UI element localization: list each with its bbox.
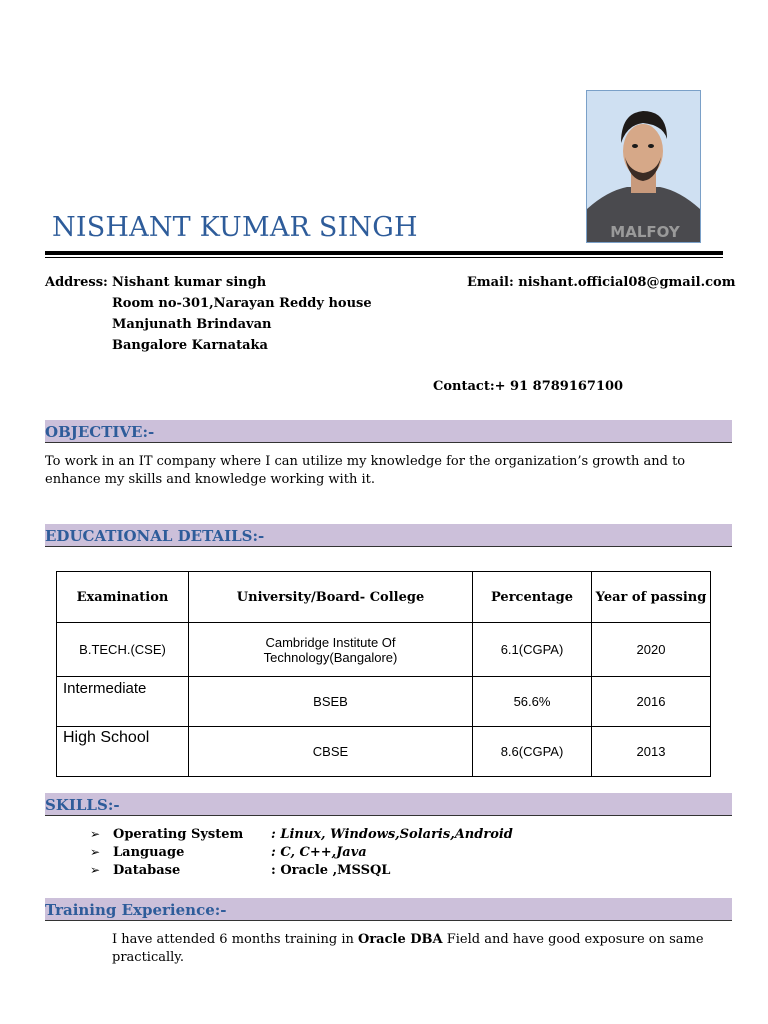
- education-heading: EDUCATIONAL DETAILS:-: [45, 527, 265, 545]
- cell-percentage: 8.6(CGPA): [473, 727, 592, 777]
- objective-line-2: enhance my skills and knowledge working with it.: [45, 472, 375, 487]
- education-table: [56, 571, 711, 777]
- table-row: [57, 677, 711, 727]
- candidate-name: NISHANT KUMAR SINGH: [52, 212, 418, 243]
- cell-percentage: 6.1(CGPA): [473, 623, 592, 677]
- cell-exam: Intermediate: [57, 677, 189, 727]
- objective-heading: OBJECTIVE:-: [45, 423, 155, 441]
- table-row: [57, 727, 711, 777]
- education-section-header: [45, 524, 732, 547]
- arrow-bullet-icon: ➢: [90, 863, 101, 877]
- column-header-university: University/Board- College: [189, 572, 473, 623]
- cell-college: BSEB: [189, 677, 473, 727]
- training-text-bold: Oracle DBA: [358, 932, 443, 947]
- profile-photo-image: [587, 91, 700, 242]
- svg-text:MALFOY: MALFOY: [610, 223, 680, 241]
- column-header-year: Year of passing: [592, 572, 711, 623]
- cell-year: 2016: [592, 677, 711, 727]
- address-line-1: Nishant kumar singh: [112, 275, 267, 290]
- skill-label: Database: [113, 863, 181, 878]
- skill-label: Operating System: [113, 827, 244, 842]
- skill-value: : C, C++,Java: [271, 845, 367, 860]
- cell-year: 2013: [592, 727, 711, 777]
- column-header-percentage: Percentage: [473, 572, 592, 623]
- training-text-post: Field and have good exposure on same: [442, 932, 704, 947]
- training-line-1: [112, 932, 722, 947]
- address-line-4: Bangalore Karnataka: [112, 338, 268, 353]
- table-header-row: [57, 572, 711, 623]
- column-header-examination: Examination: [57, 572, 189, 623]
- table-row: [57, 623, 711, 677]
- address-line-3: Manjunath Brindavan: [112, 317, 272, 332]
- training-line-2: practically.: [112, 950, 185, 965]
- header-divider-thick: [45, 251, 723, 255]
- training-heading: Training Experience:-: [45, 901, 227, 919]
- objective-line-1: To work in an IT company where I can utilize my knowledge for the organization’s growth and to: [45, 454, 686, 469]
- cell-percentage: 56.6%: [473, 677, 592, 727]
- cell-year: 2020: [592, 623, 711, 677]
- skills-section-header: [45, 793, 732, 816]
- address-label: Address:: [45, 275, 108, 290]
- cell-college-line-2: Technology(Bangalore): [263, 649, 398, 665]
- skill-label: Language: [113, 845, 185, 860]
- skill-value: : Oracle ,MSSQL: [271, 863, 391, 878]
- arrow-bullet-icon: ➢: [90, 827, 101, 841]
- cell-college: [189, 623, 473, 677]
- cell-exam: High School: [57, 727, 189, 777]
- skill-value: : Linux, Windows,Solaris,Android: [271, 827, 513, 842]
- address-line-2: Room no-301,Narayan Reddy house: [112, 296, 372, 311]
- training-text-pre: I have attended 6 months training in: [112, 932, 358, 947]
- objective-section-header: [45, 420, 732, 443]
- arrow-bullet-icon: ➢: [90, 845, 101, 859]
- training-section-header: [45, 898, 732, 921]
- contact-number: Contact:+ 91 8789167100: [433, 379, 624, 394]
- skills-heading: SKILLS:-: [45, 796, 120, 814]
- email-text: Email: nishant.official08@gmail.com: [467, 275, 736, 290]
- header-divider-thin: [45, 257, 723, 258]
- profile-photo: [586, 90, 701, 243]
- cell-college: CBSE: [189, 727, 473, 777]
- cell-college-line-1: Cambridge Institute Of: [265, 634, 396, 650]
- cell-exam: B.TECH.(CSE): [57, 623, 189, 677]
